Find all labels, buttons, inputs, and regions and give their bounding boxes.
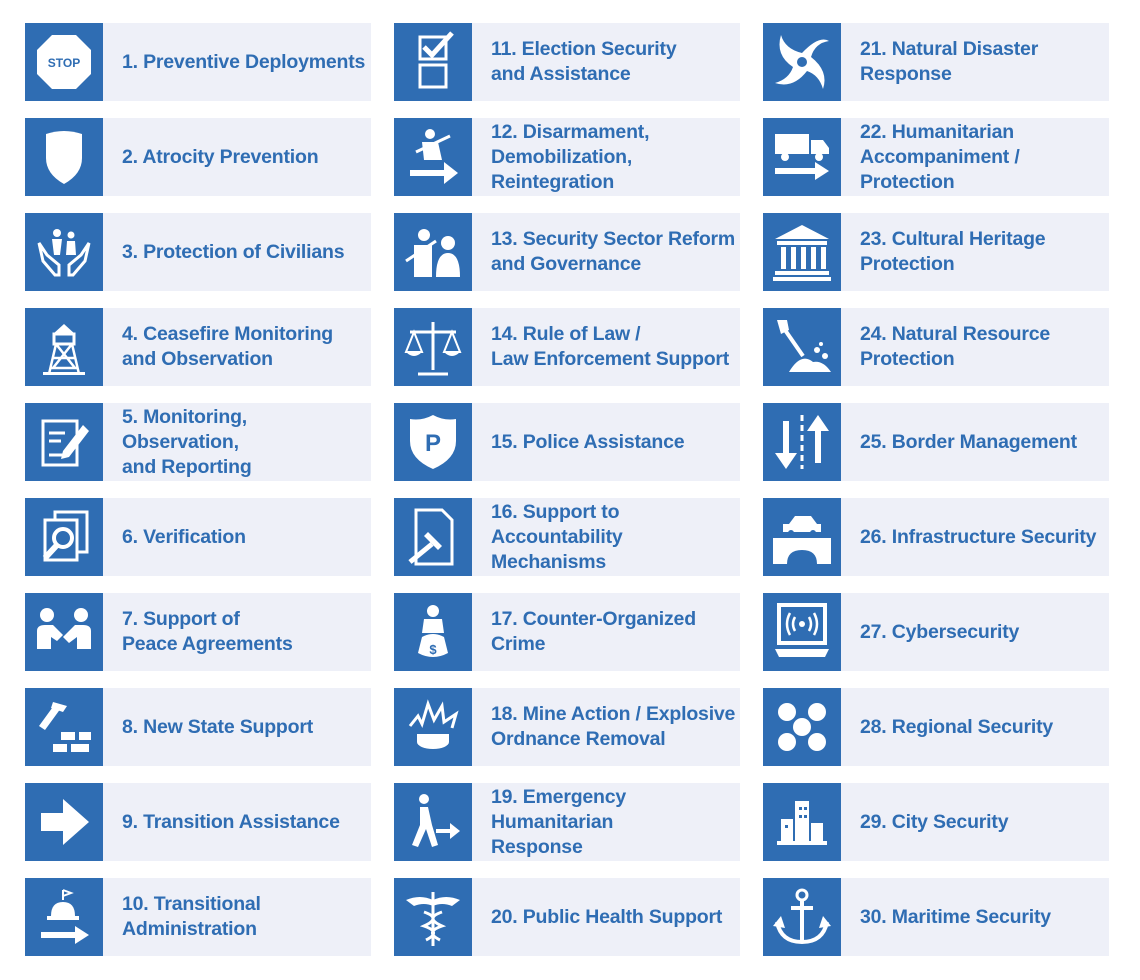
- walking-person-arrow-icon: [402, 791, 464, 853]
- watchtower-icon: [33, 316, 95, 378]
- gavel-document-icon: [394, 498, 472, 576]
- service-tile-1: [25, 23, 371, 101]
- tile-label-box: [103, 878, 371, 956]
- scales-of-justice-icon: [402, 316, 464, 378]
- service-tile-27: [763, 593, 1109, 671]
- tile-label-box: [472, 593, 740, 671]
- hands-family-icon: [25, 213, 103, 291]
- service-tile-9: [25, 783, 371, 861]
- tile-label-box: [472, 23, 740, 101]
- tile-label-box: [103, 23, 371, 101]
- service-tile-11: [394, 23, 740, 101]
- tile-label-box: [472, 498, 740, 576]
- tile-label-box: [103, 213, 371, 291]
- hammer-bricks-icon: [25, 688, 103, 766]
- bridge-car-icon: [771, 506, 833, 568]
- tile-label-box: [841, 308, 1109, 386]
- tile-label: 28. Regional Security: [860, 715, 1054, 738]
- tile-label-box: [103, 308, 371, 386]
- tile-label: 19. Emergency Humanitarian Response: [491, 785, 627, 858]
- hurricane-icon: [763, 23, 841, 101]
- tile-label: 25. Border Management: [860, 430, 1077, 453]
- computer-signal-icon: [771, 601, 833, 663]
- svg-text:$: $: [429, 642, 437, 657]
- soldier-civilian-icon: [402, 221, 464, 283]
- tile-label: 8. New State Support: [122, 715, 314, 738]
- tile-label: 22. Humanitarian Accompaniment / Protection: [860, 120, 1020, 193]
- service-tile-3: [25, 213, 371, 291]
- caduceus-icon: [402, 886, 464, 948]
- tile-label: 10. Transitional Administration: [122, 893, 261, 940]
- city-buildings-icon: [763, 783, 841, 861]
- service-tile-20: [394, 878, 740, 956]
- tile-label: 9. Transition Assistance: [122, 810, 340, 833]
- tile-label: 6. Verification: [122, 525, 246, 548]
- tile-label-box: [472, 308, 740, 386]
- tile-label-box: [472, 213, 740, 291]
- service-tile-23: [763, 213, 1109, 291]
- tile-label-box: [472, 688, 740, 766]
- handshake-icon: [25, 593, 103, 671]
- hammer-bricks-icon: [33, 696, 95, 758]
- tile-label: 3. Protection of Civilians: [122, 240, 345, 263]
- walking-person-arrow-icon: [394, 783, 472, 861]
- tile-label-box: [841, 688, 1109, 766]
- stop-sign-icon: [25, 23, 103, 101]
- criminal-moneybag-icon: [394, 593, 472, 671]
- tile-label-box: [841, 213, 1109, 291]
- service-tile-8: [25, 688, 371, 766]
- tile-label: 13. Security Sector Reform and Governance: [491, 228, 736, 275]
- scales-of-justice-icon: [394, 308, 472, 386]
- tile-label: 11. Election Security and Assistance: [491, 38, 677, 85]
- magnifier-documents-icon: [33, 506, 95, 568]
- tile-label-box: [841, 118, 1109, 196]
- police-badge-icon: [394, 403, 472, 481]
- arrow-right-icon: [33, 791, 95, 853]
- tile-label: 18. Mine Action / Explosive Ordnance Removal: [491, 703, 736, 750]
- tile-label: 1. Preventive Deployments: [122, 50, 366, 73]
- city-buildings-icon: [771, 791, 833, 853]
- tile-label: 5. Monitoring, Observation, and Reporting: [122, 405, 252, 478]
- document-pen-icon: [33, 411, 95, 473]
- service-tile-28: [763, 688, 1109, 766]
- shovel-resources-icon: [763, 308, 841, 386]
- service-tile-18: [394, 688, 740, 766]
- building-flag-arrow-icon: [33, 886, 95, 948]
- tile-label-box: [472, 118, 740, 196]
- tile-label-box: [472, 783, 740, 861]
- soldier-arrow-icon: [394, 118, 472, 196]
- gavel-document-icon: [402, 506, 464, 568]
- watchtower-icon: [25, 308, 103, 386]
- tile-label: 14. Rule of Law / Law Enforcement Support: [491, 323, 730, 370]
- truck-arrow-icon: [763, 118, 841, 196]
- tile-label-box: [103, 688, 371, 766]
- svg-text:P: P: [424, 430, 442, 457]
- service-tile-4: [25, 308, 371, 386]
- tile-label: 20. Public Health Support: [491, 905, 723, 928]
- service-tile-12: [394, 118, 740, 196]
- tile-label: 24. Natural Resource Protection: [860, 323, 1051, 370]
- service-tile-14: [394, 308, 740, 386]
- stop-sign-icon: [33, 31, 95, 93]
- police-badge-icon: [402, 411, 464, 473]
- service-tile-24: [763, 308, 1109, 386]
- service-tile-15: [394, 403, 740, 481]
- computer-signal-icon: [763, 593, 841, 671]
- tile-label: 21. Natural Disaster Response: [860, 38, 1039, 85]
- tile-label-box: [103, 118, 371, 196]
- tile-label: 30. Maritime Security: [860, 905, 1051, 928]
- service-tile-26: [763, 498, 1109, 576]
- arrow-right-icon: [25, 783, 103, 861]
- tile-label: 17. Counter-Organized Crime: [491, 608, 696, 655]
- service-tile-2: [25, 118, 371, 196]
- border-arrows-icon: [771, 411, 833, 473]
- anchor-icon: [763, 878, 841, 956]
- svg-text:STOP: STOP: [47, 56, 81, 70]
- tile-label: 2. Atrocity Prevention: [122, 145, 319, 168]
- tile-label-box: [103, 783, 371, 861]
- shield-icon: [33, 126, 95, 188]
- building-flag-arrow-icon: [25, 878, 103, 956]
- soldier-civilian-icon: [394, 213, 472, 291]
- tile-label: 4. Ceasefire Monitoring and Observation: [122, 323, 334, 370]
- five-circles-icon: [771, 696, 833, 758]
- service-tile-10: [25, 878, 371, 956]
- criminal-moneybag-icon: [402, 601, 464, 663]
- tile-label-box: [841, 403, 1109, 481]
- service-tile-13: [394, 213, 740, 291]
- hands-family-icon: [33, 221, 95, 283]
- service-tile-25: [763, 403, 1109, 481]
- landmine-explosion-icon: [402, 696, 464, 758]
- tile-label: 15. Police Assistance: [491, 430, 685, 453]
- landmine-explosion-icon: [394, 688, 472, 766]
- tile-label-box: [103, 498, 371, 576]
- service-tile-16: [394, 498, 740, 576]
- tile-label-box: [841, 783, 1109, 861]
- service-tile-6: [25, 498, 371, 576]
- tile-label-box: [841, 498, 1109, 576]
- anchor-icon: [771, 886, 833, 948]
- ballot-checkbox-icon: [394, 23, 472, 101]
- tile-label-box: [103, 593, 371, 671]
- tile-label-box: [103, 403, 371, 481]
- tile-label-box: [841, 593, 1109, 671]
- service-tile-21: [763, 23, 1109, 101]
- service-tile-22: [763, 118, 1109, 196]
- service-tile-5: [25, 403, 371, 481]
- tile-label-box: [841, 23, 1109, 101]
- service-tile-17: [394, 593, 740, 671]
- caduceus-icon: [394, 878, 472, 956]
- tile-label-box: [841, 878, 1109, 956]
- tile-label: 12. Disarmament, Demobilization, Reintegration: [491, 120, 650, 193]
- tile-label: 7. Support of Peace Agreements: [122, 608, 293, 655]
- shield-icon: [25, 118, 103, 196]
- service-tile-7: [25, 593, 371, 671]
- border-arrows-icon: [763, 403, 841, 481]
- service-tile-30: [763, 878, 1109, 956]
- document-pen-icon: [25, 403, 103, 481]
- five-circles-icon: [763, 688, 841, 766]
- service-tile-29: [763, 783, 1109, 861]
- tile-label: 29. City Security: [860, 810, 1009, 833]
- truck-arrow-icon: [771, 126, 833, 188]
- soldier-arrow-icon: [402, 126, 464, 188]
- bridge-car-icon: [763, 498, 841, 576]
- handshake-icon: [33, 601, 95, 663]
- shovel-resources-icon: [771, 316, 833, 378]
- tile-label: 27. Cybersecurity: [860, 620, 1020, 643]
- museum-columns-icon: [771, 221, 833, 283]
- tile-label: 23. Cultural Heritage Protection: [860, 228, 1046, 275]
- service-tile-19: [394, 783, 740, 861]
- tile-label-box: [472, 878, 740, 956]
- magnifier-documents-icon: [25, 498, 103, 576]
- tile-label: 26. Infrastructure Security: [860, 525, 1097, 548]
- tile-label: 16. Support to Accountability Mechanisms: [491, 500, 623, 573]
- museum-columns-icon: [763, 213, 841, 291]
- hurricane-icon: [771, 31, 833, 93]
- tile-label-box: [472, 403, 740, 481]
- ballot-checkbox-icon: [402, 31, 464, 93]
